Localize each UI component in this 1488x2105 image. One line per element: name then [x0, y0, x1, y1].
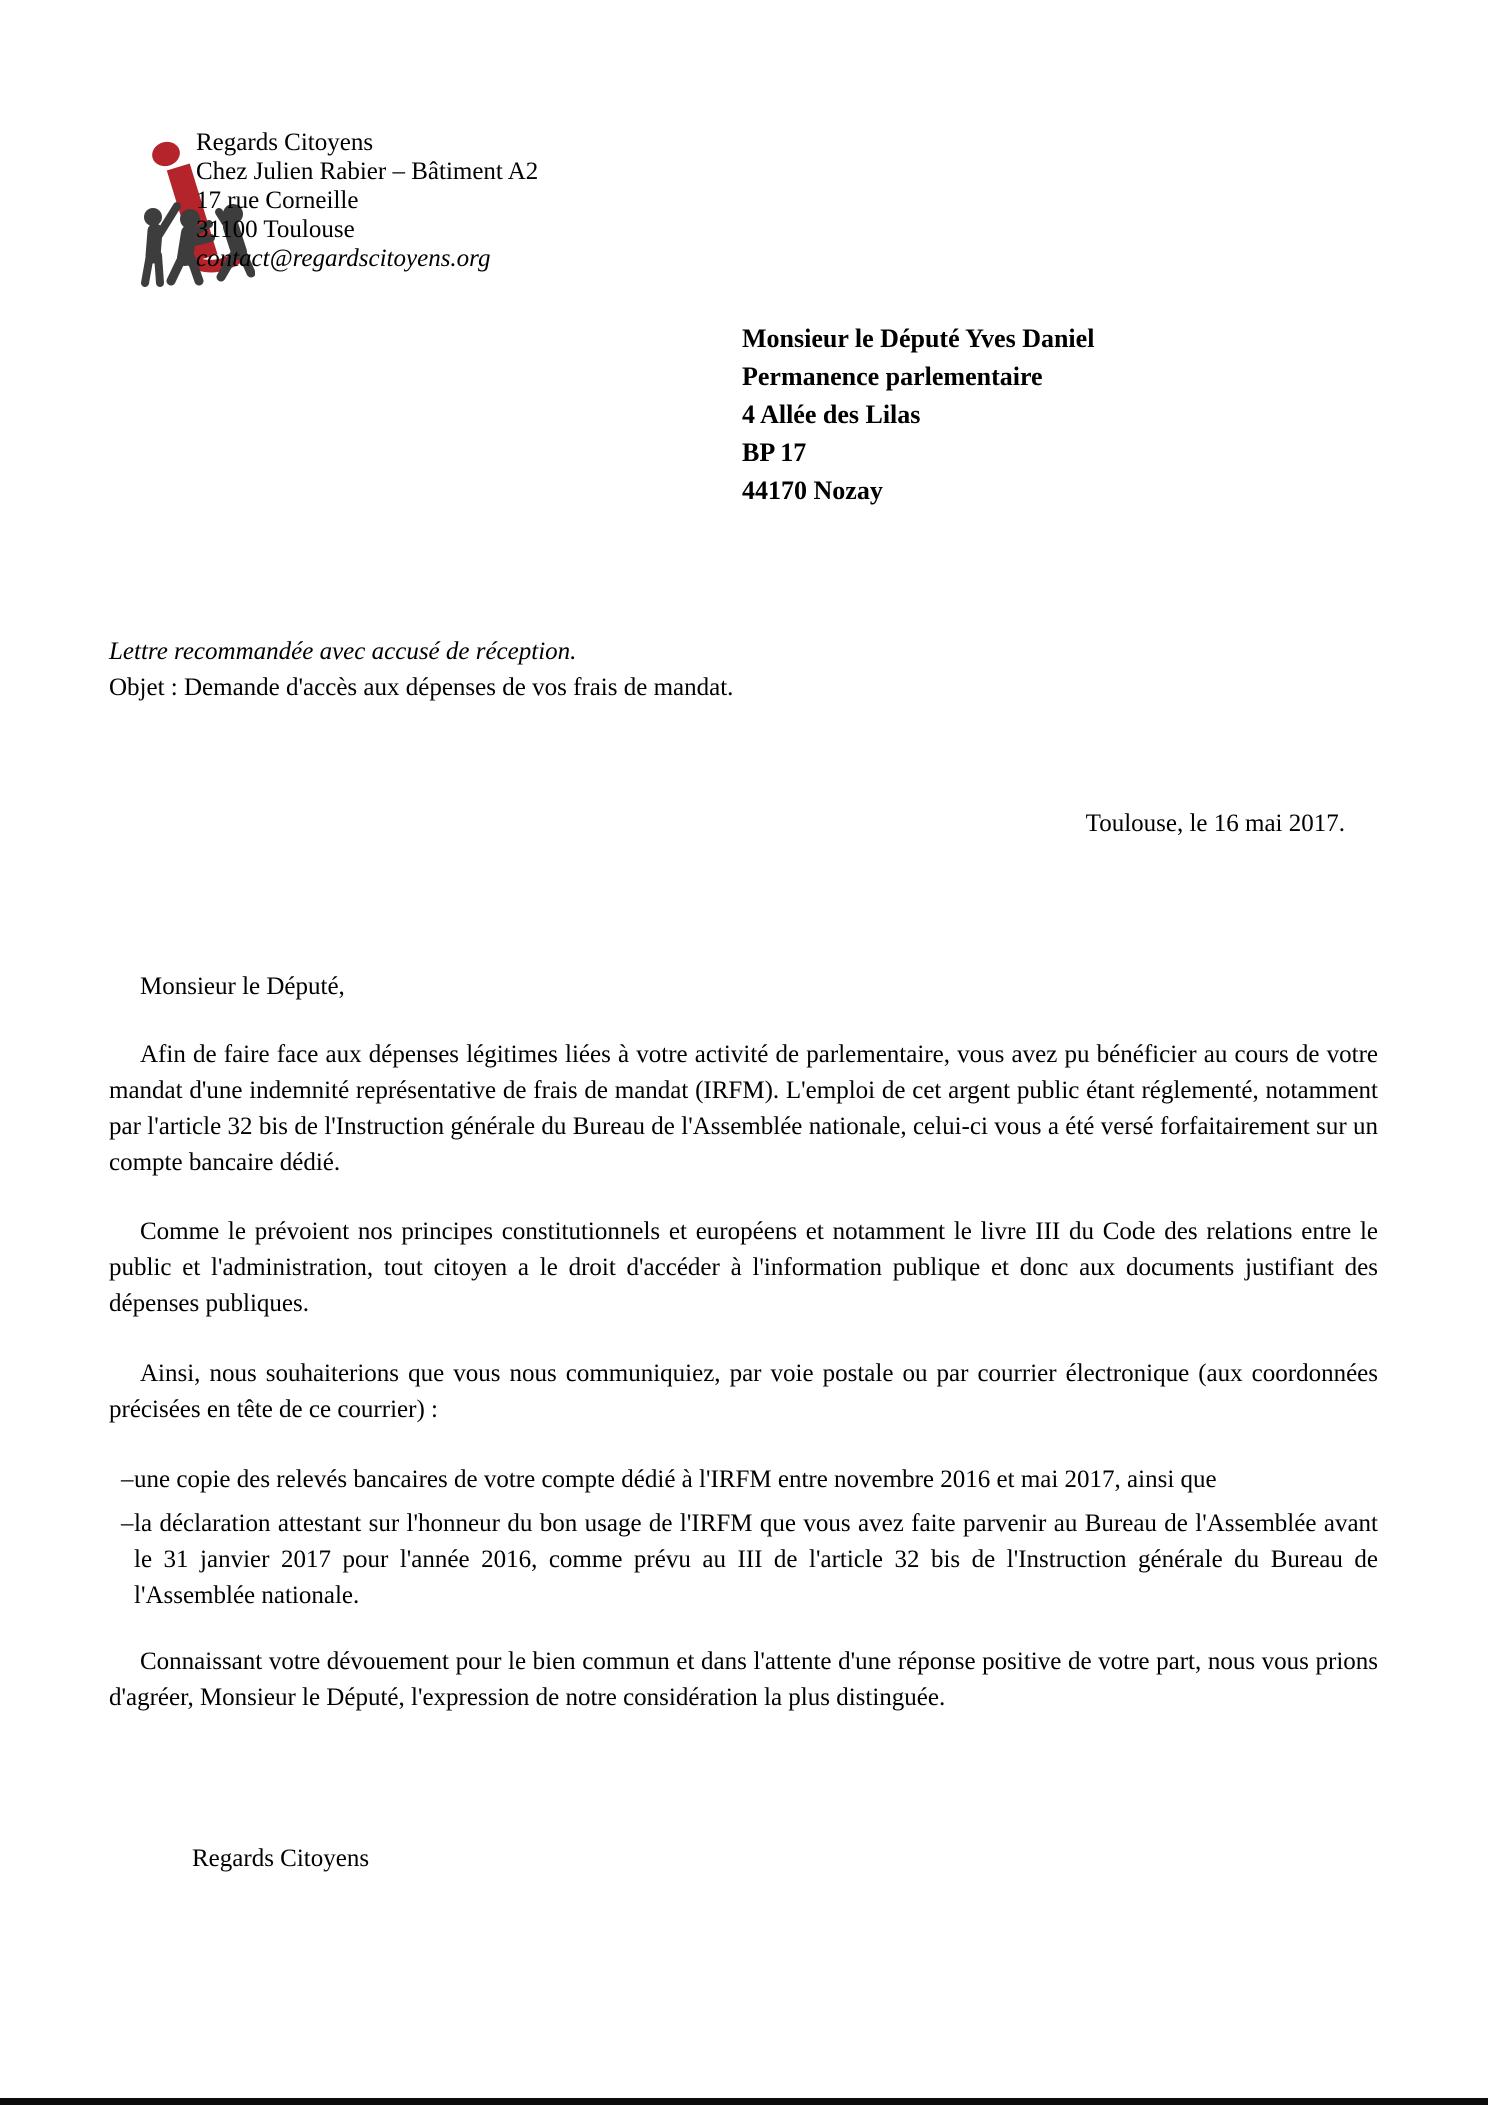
- body-paragraph: Afin de faire face aux dépenses légitimes liées à votre activité de parlementaire, vous avez pu bénéficier au cours de votre mandat d'une indemnité représentative de frais de mandat (IRFM). L'emploi de cet argent public étant réglementé, notamment par l'article 32 bis de l'Instruction générale du Bureau de l'Assemblée nationale, celui-ci vous a été versé forfaitairement sur un compte bancaire dédié.: [109, 1041, 1378, 1176]
- recipient-address-line: 4 Allée des Lilas: [742, 400, 921, 429]
- page-bottom-edge: [0, 2098, 1488, 2105]
- recipient-name: Monsieur le Député Yves Daniel: [742, 324, 1095, 353]
- dash-marker: –: [121, 1510, 134, 1537]
- recipient-address-line: 44170 Nozay: [742, 476, 883, 505]
- list-item-text: la déclaration attestant sur l'honneur du bon usage de l'IRFM que vous avez faite parvenir au Bureau de l'Assemblée avant le 31 janvier 2017 pour l'année 2016, comme prévu au III de l'article 32 bis de l'Instruction générale du Bureau de l'Assemblée nationale.: [134, 1510, 1378, 1609]
- list-item-text: une copie des relevés bancaires de votre compte dédié à l'IRFM entre novembre 2016 et mai 2017, ainsi que: [134, 1466, 1217, 1493]
- registered-mail-line: Lettre recommandée avec accusé de réception.: [109, 638, 577, 665]
- dash-marker: –: [121, 1466, 134, 1493]
- body-paragraph: Ainsi, nous souhaiterions que vous nous communiquiez, par voie postale ou par courrier électronique (aux coordonnées précisées en tête de ce courrier) :: [109, 1360, 1378, 1423]
- reference-block: [109, 634, 733, 706]
- sender-name: Regards Citoyens: [196, 129, 374, 156]
- list-item: [121, 1506, 1378, 1614]
- date-line: Toulouse, le 16 mai 2017.: [1085, 810, 1345, 837]
- recipient-address-line: Permanence parlementaire: [742, 362, 1043, 391]
- sender-address-line: 17 rue Corneille: [196, 187, 359, 214]
- signature: Regards Citoyens: [192, 1845, 370, 1872]
- list-item: [121, 1462, 1378, 1498]
- sender-address-block: [196, 128, 538, 273]
- request-list: [121, 1462, 1378, 1622]
- sender-email: contact@regardscitoyens.org: [196, 245, 491, 272]
- salutation: Monsieur le Député,: [140, 973, 345, 1000]
- sender-address-line: Chez Julien Rabier – Bâtiment A2: [196, 158, 539, 185]
- subject-line: Objet : Demande d'accès aux dépenses de vos frais de mandat.: [109, 674, 734, 701]
- body-paragraph: Comme le prévoient nos principes constitutionnels et européens et notamment le livre III du Code des relations entre le public et l'administration, tout citoyen a le droit d'accéder à l'information publique et donc aux documents justifiant des dépenses publiques.: [109, 1218, 1378, 1317]
- recipient-address-line: BP 17: [742, 438, 807, 467]
- recipient-address-block: [742, 320, 1094, 510]
- closing-paragraph: Connaissant votre dévouement pour le bien commun et dans l'attente d'une réponse positive de votre part, nous vous prions d'agréer, Monsieur le Député, l'expression de notre considération la plus distinguée.: [109, 1648, 1378, 1711]
- sender-address-line: 31100 Toulouse: [196, 216, 355, 243]
